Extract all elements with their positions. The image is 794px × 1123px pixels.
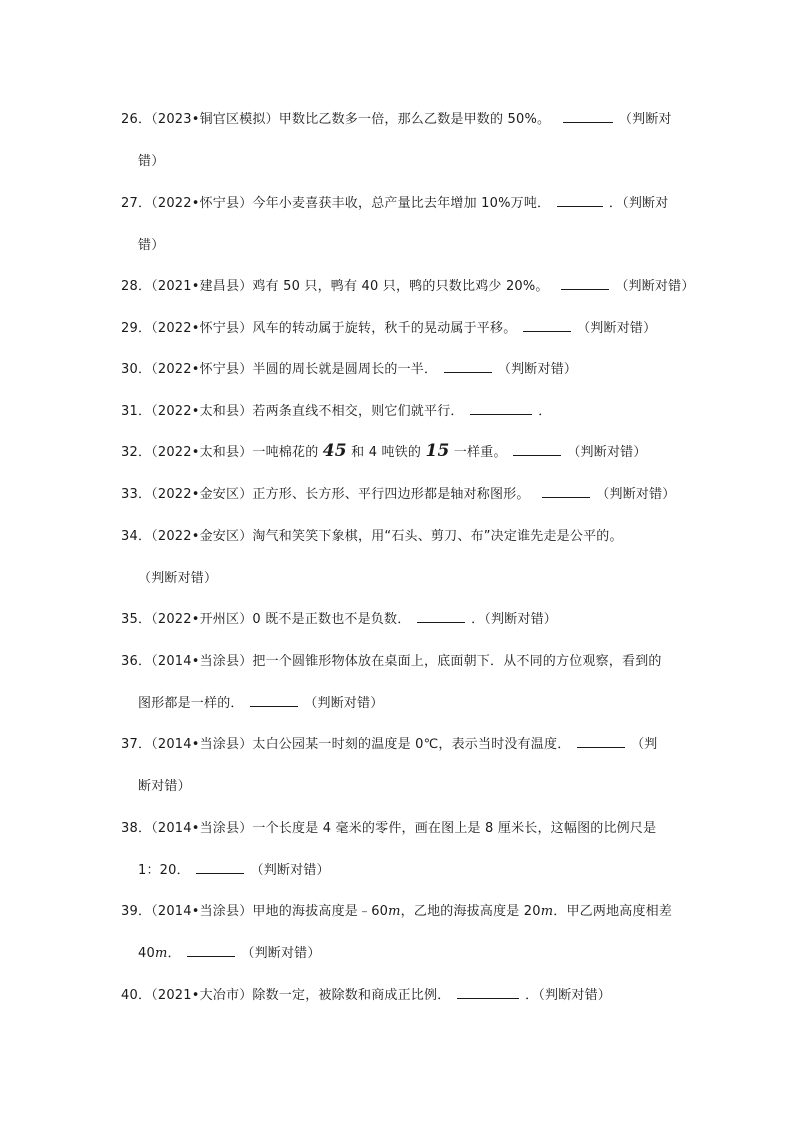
question-suffix: ．（判断对错） (471, 612, 557, 627)
question-text: 26．（2023•铜官区模拟）甲数比乙数多一倍，那么乙数是甲数的 50%。 (121, 112, 551, 127)
question-36 (121, 650, 662, 669)
question-text: 和 4 吨铁的 (351, 445, 422, 460)
unit-meter: m (154, 946, 168, 961)
answer-blank[interactable] (577, 735, 625, 748)
question-27 (121, 192, 668, 211)
question-suffix: ．（判断对错） (525, 988, 611, 1003)
answer-blank[interactable] (457, 986, 519, 999)
question-37 (121, 733, 658, 752)
fraction-one-fifth: 15 (425, 441, 450, 461)
question-30 (121, 358, 577, 377)
unit-meter: m (388, 904, 401, 919)
question-text: 35．（2022•开州区）0 既不是正数也不是负数． (121, 612, 411, 627)
question-33 (121, 483, 676, 502)
question-36-cont (138, 692, 384, 711)
answer-blank[interactable] (417, 610, 465, 623)
question-38-cont (138, 859, 330, 878)
question-29 (121, 317, 656, 336)
question-text: 一样重。 (453, 445, 507, 460)
question-suffix: （判断对错） (497, 362, 578, 377)
question-text: 27．（2022•怀宁县）今年小麦喜获丰收，总产量比去年增加 10%万吨． (121, 196, 551, 211)
question-text: 33．（2022•金安区）正方形、长方形、平行四边形都是轴对称图形。 (121, 487, 530, 502)
question-34-cont (138, 567, 217, 586)
answer-blank[interactable] (513, 443, 561, 456)
question-28 (121, 275, 695, 294)
question-suffix: （判断对错） (250, 863, 330, 878)
answer-blank[interactable] (250, 694, 298, 707)
question-text: 图形都是一样的． (138, 696, 244, 711)
question-text: 31．（2022•太和县）若两条直线不相交，则它们就平行． (121, 404, 464, 419)
question-text: 39．（2014•当涂县）甲地的海拔高度是﹣60 (121, 904, 389, 919)
question-37-cont (138, 775, 191, 794)
question-suffix: （判断对 (618, 112, 672, 127)
question-text: 38．（2014•当涂县）一个长度是 4 毫米的零件，画在图上是 8 厘米长，这幅图的比例尺是 (121, 821, 657, 836)
question-suffix: （判断对错） (241, 946, 321, 961)
question-text: 36．（2014•当涂县）把一个圆锥形物体放在桌面上，底面朝下．从不同的方位观察，看到的 (121, 654, 662, 669)
question-31 (121, 400, 552, 419)
question-suffix: （判断对错） (615, 279, 695, 294)
question-text: ，乙地的海拔高度是 20 (400, 904, 541, 919)
question-text: 1：20． (138, 863, 190, 878)
answer-blank[interactable] (470, 402, 532, 415)
question-34 (121, 525, 623, 544)
answer-blank[interactable] (187, 944, 235, 957)
question-text: ． (167, 946, 181, 961)
answer-blank[interactable] (557, 194, 603, 207)
answer-blank[interactable] (444, 360, 492, 373)
question-suffix: （判断对错） (567, 445, 647, 460)
question-text: 30．（2022•怀宁县）半圆的周长就是圆周长的一半． (121, 362, 438, 377)
question-text: 29．（2022•怀宁县）风车的转动属于旋转，秋千的晃动属于平移。 (121, 321, 517, 336)
answer-blank[interactable] (196, 861, 244, 874)
question-text: 32．（2022•太和县）一吨棉花的 (121, 445, 319, 460)
fraction-four-fifths: 45 (322, 441, 347, 461)
question-26-cont (138, 150, 164, 169)
answer-blank[interactable] (523, 319, 571, 332)
answer-blank[interactable] (561, 277, 609, 290)
answer-blank[interactable] (563, 110, 613, 123)
question-suffix: （判 (631, 737, 658, 752)
question-text: 28．（2021•建昌县）鸡有 50 只，鸭有 40 只，鸭的只数比鸡少 20%。 (121, 279, 549, 294)
question-suffix: 断对错） (138, 779, 191, 794)
unit-meter: m (540, 904, 554, 919)
question-39 (121, 900, 672, 919)
question-text: ．甲乙两地高度相差 (553, 904, 673, 919)
question-suffix: 错） (138, 238, 165, 253)
question-suffix: （判断对错） (577, 321, 657, 336)
answer-blank[interactable] (542, 485, 590, 498)
question-39-cont (138, 942, 321, 961)
question-suffix: 错） (138, 154, 165, 169)
question-38 (121, 817, 656, 836)
question-text: 34．（2022•金安区）淘气和笑笑下象棋，用“石头、剪刀、布”决定谁先走是公平的。 (121, 529, 623, 544)
question-40 (121, 984, 611, 1003)
question-suffix: ．（判断对 (608, 196, 669, 211)
question-35 (121, 608, 557, 627)
question-27-cont (138, 234, 164, 253)
question-suffix: （判断对错） (138, 571, 218, 586)
question-suffix: （判断对错） (596, 487, 676, 502)
question-suffix: （判断对错） (304, 696, 384, 711)
question-text: 40 (138, 946, 155, 961)
question-text: 40．（2021•大冶市）除数一定，被除数和商成正比例． (121, 988, 451, 1003)
question-suffix: ． (538, 404, 552, 419)
question-26 (121, 108, 672, 127)
question-text: 37．（2014•当涂县）太白公园某一时刻的温度是 0℃，表示当时没有温度． (121, 737, 571, 752)
question-32 (121, 441, 647, 461)
